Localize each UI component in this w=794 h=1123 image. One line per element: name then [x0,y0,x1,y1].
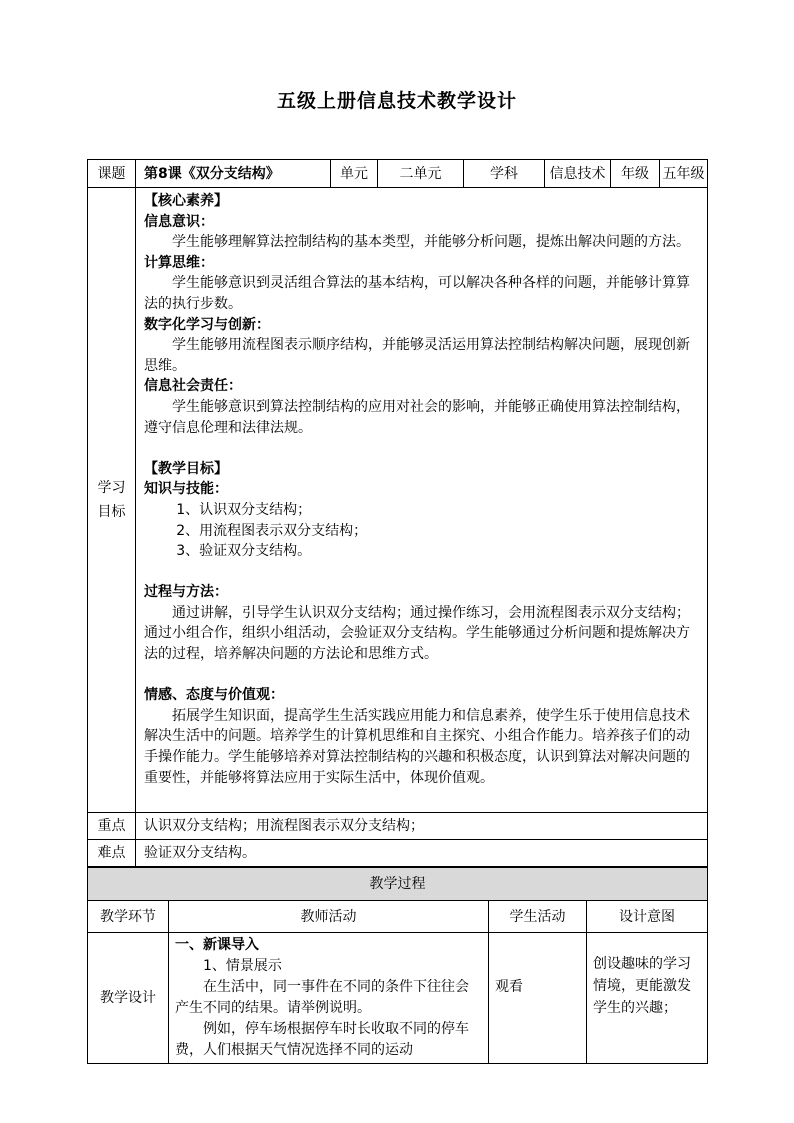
process-title: 教学过程 [88,868,708,901]
col-teacher-header: 教师活动 [169,901,489,933]
subject-label: 学科 [464,160,545,188]
social-resp-text: 学生能够意识到算法控制结构的应用对社会的影响，并能够正确使用算法控制结构，遵守信息伦理和法律法规。 [144,398,690,436]
col-stage-header: 教学环节 [88,901,169,933]
knowledge-item: 1、认识双分支结构； [176,501,312,518]
difficulty-label: 难点 [88,840,136,867]
student-activity: 观看 [489,933,587,1064]
teacher-activity [169,933,489,1064]
goals-label [88,188,136,813]
col-intent-header: 设计意图 [587,901,708,933]
unit-label: 单元 [331,160,378,188]
teacher-subheading: 1、情景展示 [203,958,282,974]
teaching-goals-heading: 【教学目标】 [144,460,228,477]
grade-label: 年级 [611,160,660,188]
goals-label-line1: 学习 [97,480,126,496]
core-literacy-heading: 【核心素养】 [144,193,228,209]
digital-learning-title: 数字化学习与创新： [144,316,270,333]
info-awareness-text: 学生能够理解算法控制结构的基本类型，并能够分析问题，提炼出解决问题的方法。 [172,234,690,251]
knowledge-item: 3、验证双分支结构。 [176,543,312,560]
lesson-value: 第8课《双分支结构》 [136,160,331,188]
row-stage: 教学设计 [88,933,169,1064]
key-point-text: 认识双分支结构；用流程图表示双分支结构； [136,813,708,840]
lesson-label: 课题 [88,160,136,188]
teacher-paragraph: 在生活中，同一事件在不同的条件下往往会产生不同的结果。请举例说明。 [175,979,469,1016]
digital-learning-text: 学生能够用流程图表示顺序结构，并能够灵活运用算法控制结构解决问题，展现创新思维。 [144,337,690,374]
grade-value: 五年级 [660,160,708,188]
emotion-title: 情感、态度与价值观： [144,687,284,704]
design-intent: 创设趣味的学习情境，更能激发学生的兴趣； [587,933,708,1064]
teacher-paragraph: 例如，停车场根据停车时长收取不同的停车费，人们根据天气情况选择不同的运动 [175,1021,469,1058]
lesson-info-table [87,159,708,867]
document-title: 五级上册信息技术教学设计 [276,90,517,112]
knowledge-title: 知识与技能： [144,481,228,498]
knowledge-item: 2、用流程图表示双分支结构； [176,522,368,539]
emotion-text: 拓展学生知识面，提高学生生活实践应用能力和信息素养，使学生乐于使用信息技术解决生活中的问题。培养学生的计算机思维和自主探究、小组合作能力。培养孩子们的动手操作能力。学生能够培养对算法控制结构的兴趣和积极态度，认识到算法对解决问题的重要性，并能够将算法应用于实际生活中，体现价值观。 [144,707,690,786]
process-method-title: 过程与方法： [144,584,228,601]
unit-value: 二单元 [378,160,464,188]
goals-label-line2: 目标 [97,504,126,520]
subject-value: 信息技术 [545,160,611,188]
process-method-text: 通过讲解，引导学生认识双分支结构；通过操作练习，会用流程图表示双分支结构；通过小组合作，组织小组活动，会验证双分支结构。学生能够通过分析问题和提炼解决方法的过程，培养解决问题的方法论和思维方式。 [144,604,690,663]
info-awareness-title: 信息意识： [144,213,214,230]
teaching-process-table [87,867,708,1064]
col-student-header: 学生活动 [489,901,587,933]
teacher-heading: 一、新课导入 [175,937,259,953]
social-resp-title: 信息社会责任： [144,378,242,395]
difficulty-text: 验证双分支结构。 [136,840,708,867]
comp-thinking-text: 学生能够意识到灵活组合算法的基本结构，可以解决各种各样的问题，并能够计算算法的执行步数。 [144,275,690,312]
key-point-label: 重点 [88,813,136,840]
goals-content [136,188,708,813]
comp-thinking-title: 计算思维： [144,254,214,271]
